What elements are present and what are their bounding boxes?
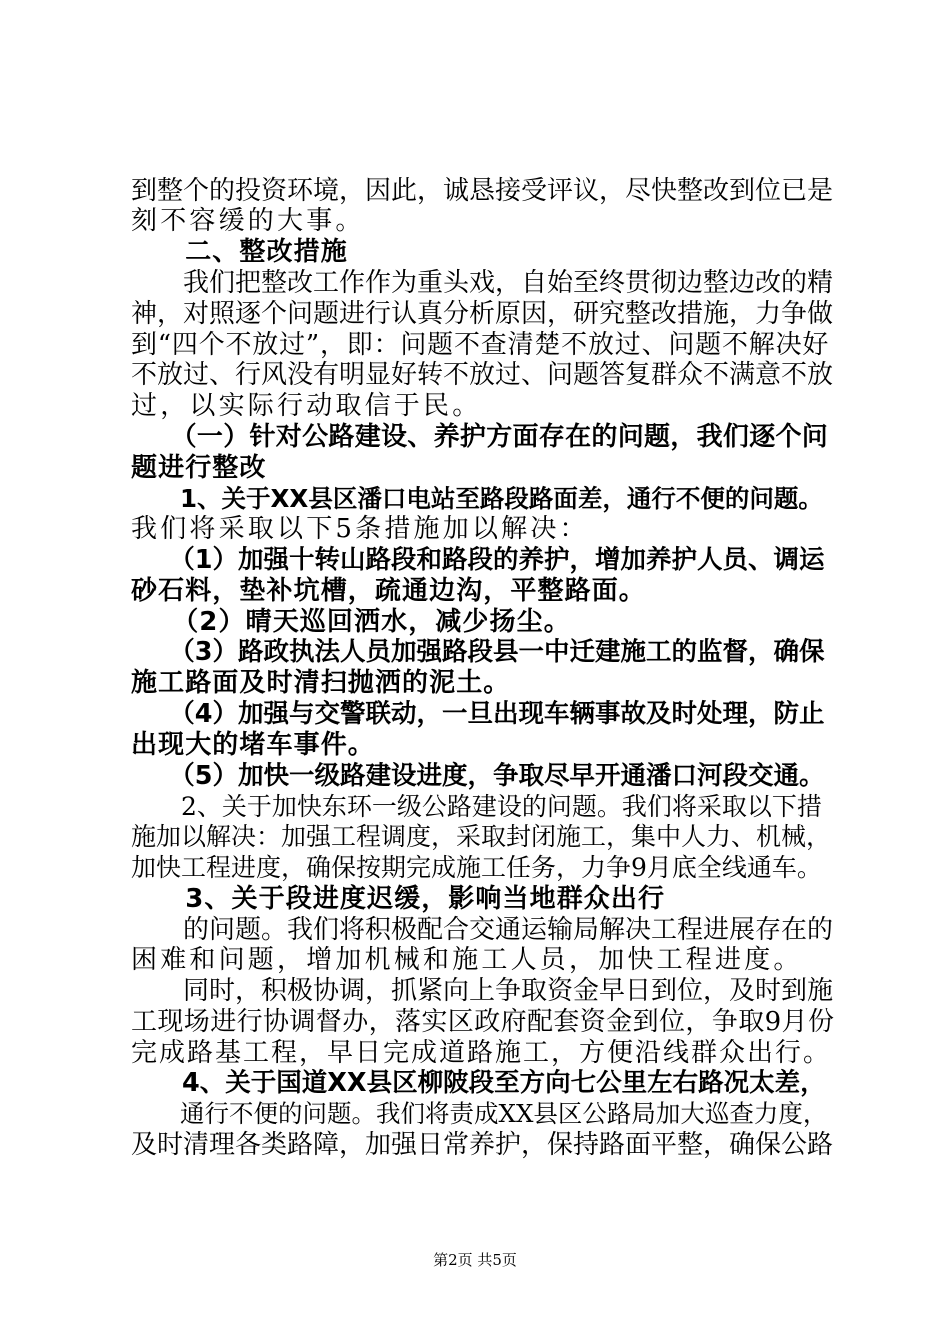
measure-item: （4）加强与交警联动，一旦出现车辆事故及时处理，防止 xyxy=(131,699,825,729)
body-text-line: 加快工程进度，确保按期完成施工任务，力争9月底全线通车。 xyxy=(131,853,822,882)
body-text-line: 到整个的投资环境，因此，诚恳接受评议，尽快整改到位已是 xyxy=(131,176,834,206)
body-text-line: 施加以解决：加强工程调度，采取封闭施工，集中人力、机械， xyxy=(131,822,832,851)
body-text-line: 过，以实际行动取信于民。 xyxy=(131,391,482,421)
body-text-line: 及时清理各类路障，加强日常养护，保持路面平整，确保公路 xyxy=(131,1130,834,1160)
measure-item: （2）晴天巡回洒水，减少扬尘。 xyxy=(131,607,571,637)
body-text-line: 到“四个不放过”，即：问题不查清楚不放过、问题不解决好 xyxy=(131,330,830,360)
measure-item: 出现大的堵车事件。 xyxy=(131,730,375,760)
body-text-line: 通行不便的问题。我们将责成XX县区公路局加大巡查力度， xyxy=(131,1099,828,1128)
body-text-line: 我们将采取以下5条措施加以解决： xyxy=(131,514,589,544)
body-text-line: 完成路基工程，早日完成道路施工，方便沿线群众出行。 xyxy=(131,1038,832,1068)
body-text-line: 的问题。我们将积极配合交通运输局解决工程进展存在的 xyxy=(131,915,834,945)
body-text-line: 不放过、行风没有明显好转不放过、问题答复群众不满意不放 xyxy=(131,360,834,390)
subsection-heading: （一）针对公路建设、养护方面存在的问题，我们逐个问 xyxy=(131,422,829,452)
measure-item: 砂石料，垫补坑槽，疏通边沟，平整路面。 xyxy=(131,576,646,606)
subsection-heading: 题进行整改 xyxy=(131,453,267,483)
measure-item: （5）加快一级路建设进度，争取尽早开通潘口河段交通。 xyxy=(131,761,825,791)
measure-item: （1）加强十转山路段和路段的养护，增加养护人员、调运 xyxy=(131,545,825,575)
body-text-line: 神，对照逐个问题进行认真分析原因，研究整改措施，力争做 xyxy=(131,299,834,329)
section-heading: 二、整改措施 xyxy=(131,237,348,267)
item-heading: 3、关于段进度迟缓，影响当地群众出行 xyxy=(131,884,666,914)
body-text-line: 同时，积极协调，抓紧向上争取资金早日到位，及时到施 xyxy=(131,976,834,1006)
body-text-line: 我们把整改工作作为重头戏，自始至终贯彻边整边改的精 xyxy=(131,268,834,298)
measure-item: （3）路政执法人员加强路段县一中迁建施工的监督，确保 xyxy=(131,637,825,667)
item-heading: 1、关于XX县区潘口电站至路段路面差，通行不便的问题。 xyxy=(131,484,823,513)
body-text-line: 困难和问题，增加机械和施工人员，加快工程进度。 xyxy=(131,945,803,975)
body-text-line: 2、关于加快东环一级公路建设的问题。我们将采取以下措 xyxy=(131,792,822,821)
item-heading: 4、关于国道XX县区柳陂段至方向七公里左右路况太差， xyxy=(131,1068,826,1098)
body-text-line: 工现场进行协调督办，落实区政府配套资金到位，争取9月份 xyxy=(131,1007,835,1037)
measure-item: 施工路面及时清扫抛洒的泥土。 xyxy=(131,668,511,698)
body-text-line: 刻不容缓的大事。 xyxy=(131,206,365,236)
page-number-footer: 第2页 共5页 xyxy=(433,1251,517,1269)
